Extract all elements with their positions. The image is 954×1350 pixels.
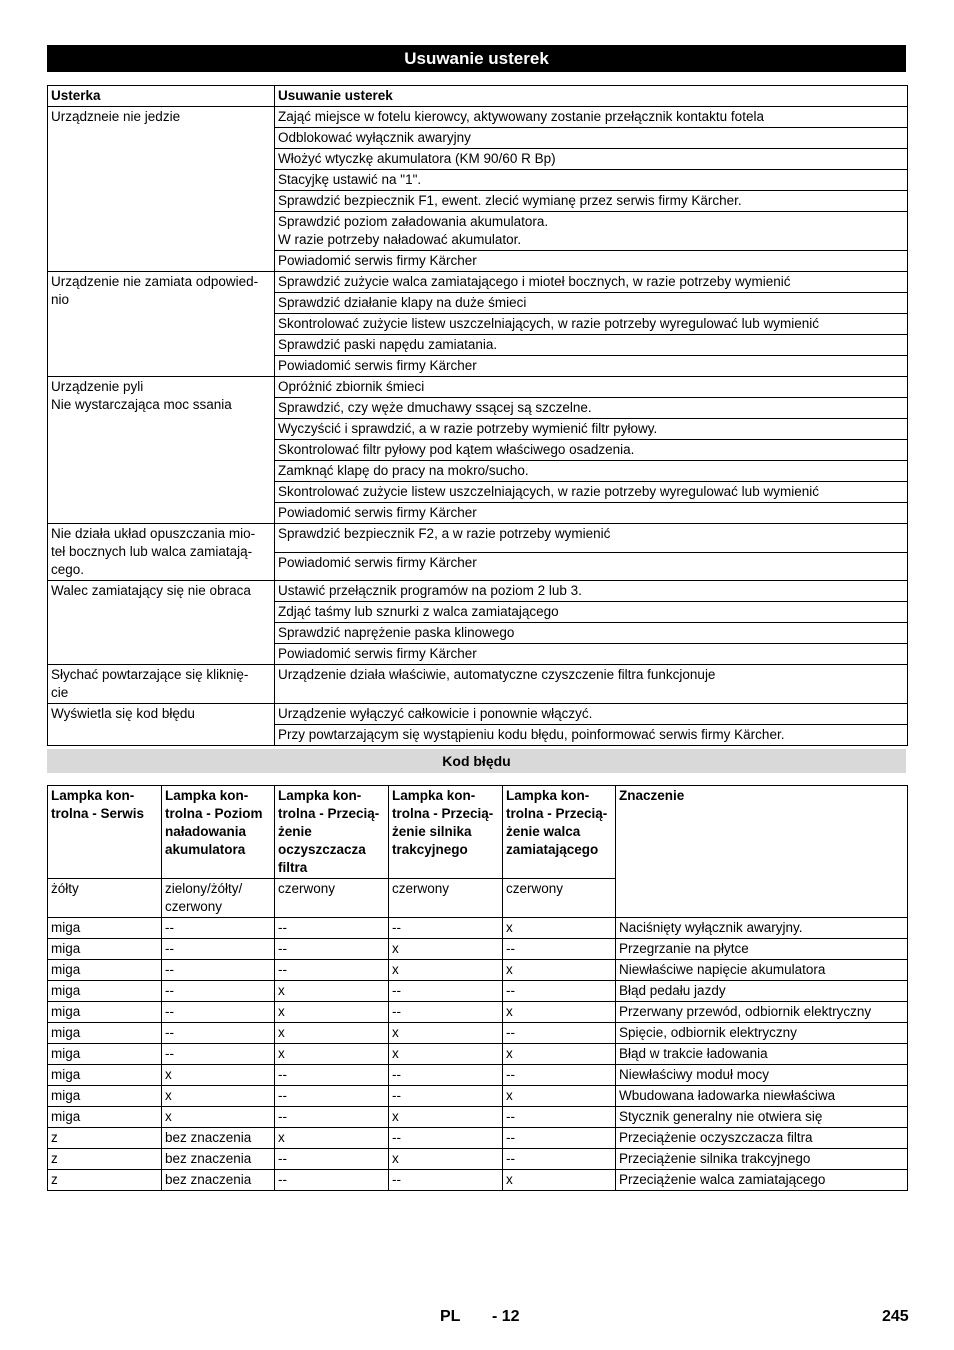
- meaning-cell: Spięcie, odbiornik elektryczny: [616, 1023, 908, 1044]
- filter-lamp-cell: --: [275, 1149, 389, 1170]
- filter-lamp-cell: --: [275, 918, 389, 939]
- filter-lamp-cell: x: [275, 1002, 389, 1023]
- motor-lamp-cell: --: [389, 1002, 503, 1023]
- header-service-lamp: Lampka kon- trolna - Serwis: [48, 786, 162, 879]
- remedy-cell: Powiadomić serwis firmy Kärcher: [275, 251, 908, 272]
- motor-lamp-cell: --: [389, 918, 503, 939]
- table-row: [48, 377, 908, 398]
- service-lamp-cell: miga: [48, 981, 162, 1002]
- lamp-color: zielony/żółty/ czerwony: [162, 879, 275, 918]
- header-motor-overload-lamp: Lampka kon- trolna - Przecią- żenie silnika trakcyjnego: [389, 786, 503, 879]
- table-row: [48, 981, 908, 1002]
- table-row: [48, 1002, 908, 1023]
- roller-lamp-cell: --: [503, 1107, 616, 1128]
- error-code-table: [47, 785, 908, 1191]
- service-lamp-cell: miga: [48, 918, 162, 939]
- service-lamp-cell: miga: [48, 1086, 162, 1107]
- motor-lamp-cell: --: [389, 1128, 503, 1149]
- remedy-cell: Odblokować wyłącznik awaryjny: [275, 128, 908, 149]
- lamp-color: czerwony: [503, 879, 616, 918]
- remedy-cell: Urządzenie wyłączyć całkowicie i ponownie włączyć.: [275, 704, 908, 725]
- charge-lamp-cell: bez znaczenia: [162, 1128, 275, 1149]
- table-row: [48, 107, 908, 128]
- motor-lamp-cell: --: [389, 981, 503, 1002]
- fault-cell: Wyświetla się kod błędu: [48, 704, 275, 746]
- remedy-cell: Ustawić przełącznik programów na poziom 2 lub 3.: [275, 581, 908, 602]
- table-row: [48, 1107, 908, 1128]
- roller-lamp-cell: --: [503, 1065, 616, 1086]
- motor-lamp-cell: x: [389, 1107, 503, 1128]
- remedy-cell: Opróżnić zbiornik śmieci: [275, 377, 908, 398]
- charge-lamp-cell: --: [162, 1023, 275, 1044]
- fault-cell: Nie działa układ opuszczania mio- teł bocznych lub walca zamiatają- cego.: [48, 524, 275, 581]
- remedy-cell: Sprawdzić działanie klapy na duże śmieci: [275, 293, 908, 314]
- motor-lamp-cell: x: [389, 1149, 503, 1170]
- filter-lamp-cell: --: [275, 939, 389, 960]
- roller-lamp-cell: --: [503, 1023, 616, 1044]
- filter-lamp-cell: x: [275, 1128, 389, 1149]
- remedy-cell: Sprawdzić bezpiecznik F1, ewent. zlecić wymianę przez serwis firmy Kärcher.: [275, 191, 908, 212]
- remedy-cell: Zamknąć klapę do pracy na mokro/sucho.: [275, 461, 908, 482]
- service-lamp-cell: miga: [48, 1044, 162, 1065]
- table-row: [48, 1149, 908, 1170]
- roller-lamp-cell: x: [503, 1002, 616, 1023]
- filter-lamp-cell: --: [275, 1170, 389, 1191]
- charge-lamp-cell: bez znaczenia: [162, 1170, 275, 1191]
- table-row: [48, 1023, 908, 1044]
- service-lamp-cell: miga: [48, 1002, 162, 1023]
- service-lamp-cell: miga: [48, 1065, 162, 1086]
- charge-lamp-cell: --: [162, 918, 275, 939]
- charge-lamp-cell: bez znaczenia: [162, 1149, 275, 1170]
- footer-page-number: 245: [882, 1308, 909, 1325]
- motor-lamp-cell: x: [389, 1044, 503, 1065]
- roller-lamp-cell: --: [503, 1128, 616, 1149]
- remedy-cell: Zająć miejsce w fotelu kierowcy, aktywowany zostanie przełącznik kontaktu fotela: [275, 107, 908, 128]
- table-row: [48, 1044, 908, 1065]
- motor-lamp-cell: x: [389, 939, 503, 960]
- filter-lamp-cell: x: [275, 1044, 389, 1065]
- lamp-color: czerwony: [389, 879, 503, 918]
- motor-lamp-cell: x: [389, 1023, 503, 1044]
- fault-cell: Słychać powtarzające się kliknię- cie: [48, 665, 275, 704]
- roller-lamp-cell: x: [503, 960, 616, 981]
- header-fault: Usterka: [48, 86, 275, 107]
- table-row: [48, 272, 908, 293]
- meaning-cell: Przeciążenie walca zamiatającego: [616, 1170, 908, 1191]
- fault-cell: Walec zamiatający się nie obraca: [48, 581, 275, 665]
- meaning-cell: Przerwany przewód, odbiornik elektryczny: [616, 1002, 908, 1023]
- roller-lamp-cell: x: [503, 918, 616, 939]
- table-row: [48, 939, 908, 960]
- meaning-cell: Wbudowana ładowarka niewłaściwa: [616, 1086, 908, 1107]
- charge-lamp-cell: x: [162, 1107, 275, 1128]
- header-roller-overload-lamp: Lampka kon- trolna - Przecią- żenie walca zamiatającego: [503, 786, 616, 879]
- remedy-cell: Przy powtarzającym się wystąpieniu kodu błędu, poinformować serwis firmy Kärcher.: [275, 725, 908, 746]
- troubleshooting-table: [47, 85, 908, 746]
- table-row: [48, 1128, 908, 1149]
- roller-lamp-cell: x: [503, 1170, 616, 1191]
- table-row: [48, 704, 908, 725]
- filter-lamp-cell: --: [275, 960, 389, 981]
- remedy-cell: Sprawdzić naprężenie paska klinowego: [275, 623, 908, 644]
- fault-cell: Urządzenie pyli Nie wystarczająca moc ssania: [48, 377, 275, 524]
- remedy-cell: Skontrolować zużycie listew uszczelniających, w razie potrzeby wyregulować lub wymienić: [275, 314, 908, 335]
- remedy-cell: Sprawdzić zużycie walca zamiatającego i mioteł bocznych, w razie potrzeby wymienić: [275, 272, 908, 293]
- motor-lamp-cell: x: [389, 960, 503, 981]
- charge-lamp-cell: --: [162, 1002, 275, 1023]
- service-lamp-cell: miga: [48, 939, 162, 960]
- meaning-cell: Niewłaściwe napięcie akumulatora: [616, 960, 908, 981]
- roller-lamp-cell: --: [503, 1149, 616, 1170]
- error-code-header-row: [48, 786, 908, 879]
- table-row: [48, 1170, 908, 1191]
- remedy-cell: Sprawdzić, czy węże dmuchawy ssącej są szczelne.: [275, 398, 908, 419]
- table-row: [48, 524, 908, 553]
- table-row: [48, 665, 908, 704]
- table-row: [48, 581, 908, 602]
- remedy-cell: Stacyjkę ustawić na "1".: [275, 170, 908, 191]
- remedy-cell: Powiadomić serwis firmy Kärcher: [275, 552, 908, 581]
- charge-lamp-cell: --: [162, 1044, 275, 1065]
- remedy-cell: Sprawdzić bezpiecznik F2, a w razie potrzeby wymienić: [275, 524, 908, 553]
- lamp-color: żółty: [48, 879, 162, 918]
- filter-lamp-cell: --: [275, 1065, 389, 1086]
- service-lamp-cell: miga: [48, 960, 162, 981]
- remedy-cell: Skontrolować zużycie listew uszczelniających, w razie potrzeby wyregulować lub wymienić: [275, 482, 908, 503]
- roller-lamp-cell: x: [503, 1044, 616, 1065]
- charge-lamp-cell: --: [162, 939, 275, 960]
- meaning-cell: Błąd w trakcie ładowania: [616, 1044, 908, 1065]
- remedy-cell: Urządzenie działa właściwie, automatyczne czyszczenie filtra funkcjonuje: [275, 665, 908, 704]
- footer-local-page: - 12: [492, 1308, 520, 1325]
- lamp-color: czerwony: [275, 879, 389, 918]
- remedy-cell: Powiadomić serwis firmy Kärcher: [275, 644, 908, 665]
- filter-lamp-cell: --: [275, 1107, 389, 1128]
- table-row: [48, 1086, 908, 1107]
- roller-lamp-cell: --: [503, 981, 616, 1002]
- header-filter-overload-lamp: Lampka kon- trolna - Przecią- żenie oczyszczacza filtra: [275, 786, 389, 879]
- filter-lamp-cell: --: [275, 1086, 389, 1107]
- motor-lamp-cell: --: [389, 1086, 503, 1107]
- roller-lamp-cell: x: [503, 1086, 616, 1107]
- remedy-cell: Włożyć wtyczkę akumulatora (KM 90/60 R Bp): [275, 149, 908, 170]
- service-lamp-cell: z: [48, 1149, 162, 1170]
- header-charge-lamp: Lampka kon- trolna - Poziom naładowania akumulatora: [162, 786, 275, 879]
- page-title: Usuwanie usterek: [47, 45, 906, 72]
- service-lamp-cell: z: [48, 1128, 162, 1149]
- remedy-cell: Powiadomić serwis firmy Kärcher: [275, 503, 908, 524]
- error-code-section-title: Kod błędu: [47, 749, 906, 773]
- footer-language: PL: [440, 1308, 461, 1325]
- header-meaning: Znaczenie: [616, 786, 908, 918]
- charge-lamp-cell: --: [162, 981, 275, 1002]
- remedy-cell: Sprawdzić poziom załadowania akumulatora. W razie potrzeby naładować akumulator.: [275, 212, 908, 251]
- meaning-cell: Przegrzanie na płytce: [616, 939, 908, 960]
- charge-lamp-cell: x: [162, 1065, 275, 1086]
- troubleshooting-header-row: [48, 86, 908, 107]
- remedy-cell: Skontrolować filtr pyłowy pod kątem właściwego osadzenia.: [275, 440, 908, 461]
- fault-cell: Urządzneie nie jedzie: [48, 107, 275, 272]
- table-row: [48, 1065, 908, 1086]
- filter-lamp-cell: x: [275, 1023, 389, 1044]
- filter-lamp-cell: x: [275, 981, 389, 1002]
- motor-lamp-cell: --: [389, 1170, 503, 1191]
- meaning-cell: Przeciążenie oczyszczacza filtra: [616, 1128, 908, 1149]
- remedy-cell: Wyczyścić i sprawdzić, a w razie potrzeby wymienić filtr pyłowy.: [275, 419, 908, 440]
- meaning-cell: Niewłaściwy moduł mocy: [616, 1065, 908, 1086]
- remedy-cell: Powiadomić serwis firmy Kärcher: [275, 356, 908, 377]
- remedy-cell: Zdjąć taśmy lub sznurki z walca zamiatającego: [275, 602, 908, 623]
- charge-lamp-cell: x: [162, 1086, 275, 1107]
- meaning-cell: Przeciążenie silnika trakcyjnego: [616, 1149, 908, 1170]
- motor-lamp-cell: --: [389, 1065, 503, 1086]
- charge-lamp-cell: --: [162, 960, 275, 981]
- header-remedy: Usuwanie usterek: [275, 86, 908, 107]
- meaning-cell: Błąd pedału jazdy: [616, 981, 908, 1002]
- service-lamp-cell: miga: [48, 1107, 162, 1128]
- roller-lamp-cell: --: [503, 939, 616, 960]
- table-row: [48, 960, 908, 981]
- meaning-cell: Stycznik generalny nie otwiera się: [616, 1107, 908, 1128]
- remedy-cell: Sprawdzić paski napędu zamiatania.: [275, 335, 908, 356]
- meaning-cell: Naciśnięty wyłącznik awaryjny.: [616, 918, 908, 939]
- fault-cell: Urządzenie nie zamiata odpowied- nio: [48, 272, 275, 377]
- table-row: [48, 918, 908, 939]
- service-lamp-cell: miga: [48, 1023, 162, 1044]
- service-lamp-cell: z: [48, 1170, 162, 1191]
